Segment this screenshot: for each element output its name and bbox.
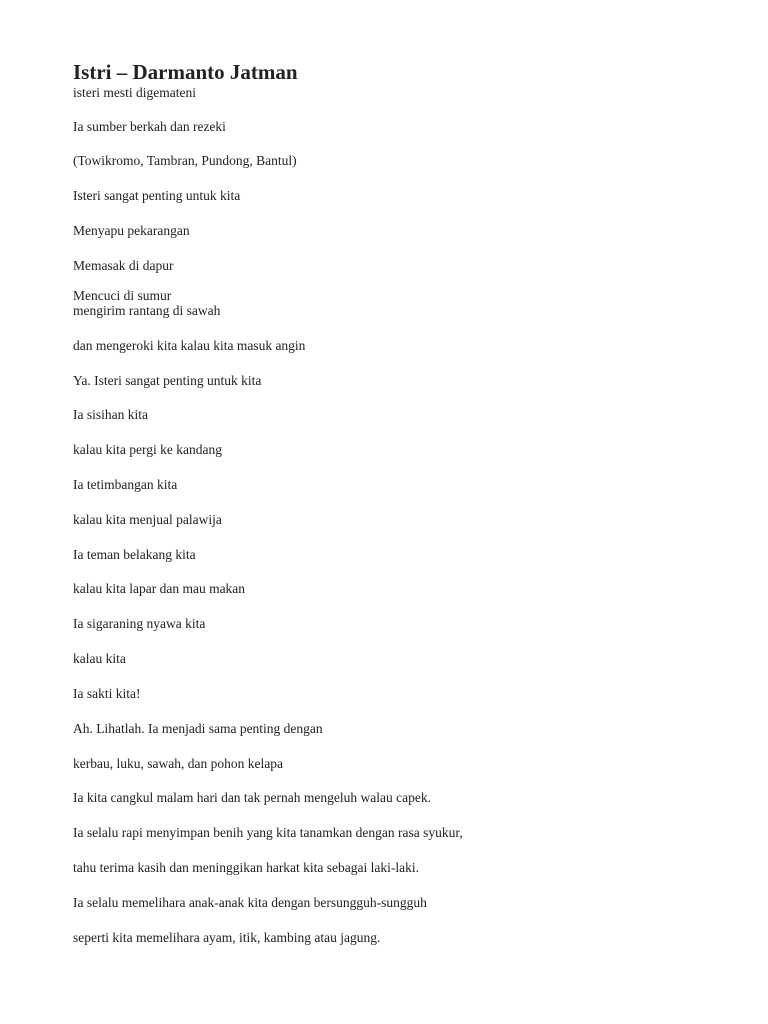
poem-line: kalau kita lapar dan mau makan (73, 581, 246, 596)
poem-line: Ia selalu memelihara anak-anak kita dengan bersungguh-sungguh (73, 895, 427, 910)
poem-line: isteri mesti digemateni (73, 85, 196, 100)
poem-line: Ia sisihan kita (73, 407, 148, 422)
poem-line: Ia teman belakang kita (73, 547, 196, 562)
poem-line: kalau kita menjual palawija (73, 512, 222, 527)
poem-line: Ia tetimbangan kita (73, 477, 178, 492)
poem-line: dan mengeroki kita kalau kita masuk angin (73, 338, 306, 353)
poem-line: Memasak di dapur (73, 258, 174, 273)
poem-line: Ah. Lihatlah. Ia menjadi sama penting dengan (73, 721, 323, 736)
poem-line: Ia sakti kita! (73, 686, 141, 701)
poem-line: kerbau, luku, sawah, dan pohon kelapa (73, 756, 283, 771)
poem-title: Istri – Darmanto Jatman (73, 60, 298, 84)
poem-line: Ia selalu rapi menyimpan benih yang kita tanamkan dengan rasa syukur, (73, 825, 463, 840)
poem-line: Ia sumber berkah dan rezeki (73, 119, 226, 134)
poem-line: Ia kita cangkul malam hari dan tak pernah mengeluh walau capek. (73, 790, 431, 805)
poem-line: Isteri sangat penting untuk kita (73, 188, 241, 203)
poem-line: Ya. Isteri sangat penting untuk kita (73, 373, 262, 388)
poem-line: (Towikromo, Tambran, Pundong, Bantul) (73, 153, 297, 168)
poem-line: Mencuci di sumur (73, 288, 172, 303)
poem-line: Ia sigaraning nyawa kita (73, 616, 206, 631)
poem-line: tahu terima kasih dan meninggikan harkat kita sebagai laki-laki. (73, 860, 420, 875)
poem-line: kalau kita pergi ke kandang (73, 442, 222, 457)
poem-line: seperti kita memelihara ayam, itik, kambing atau jagung. (73, 930, 381, 945)
poem-line: kalau kita (73, 651, 126, 666)
poem-line: Menyapu pekarangan (73, 223, 190, 238)
poem-line: mengirim rantang di sawah (73, 303, 221, 318)
